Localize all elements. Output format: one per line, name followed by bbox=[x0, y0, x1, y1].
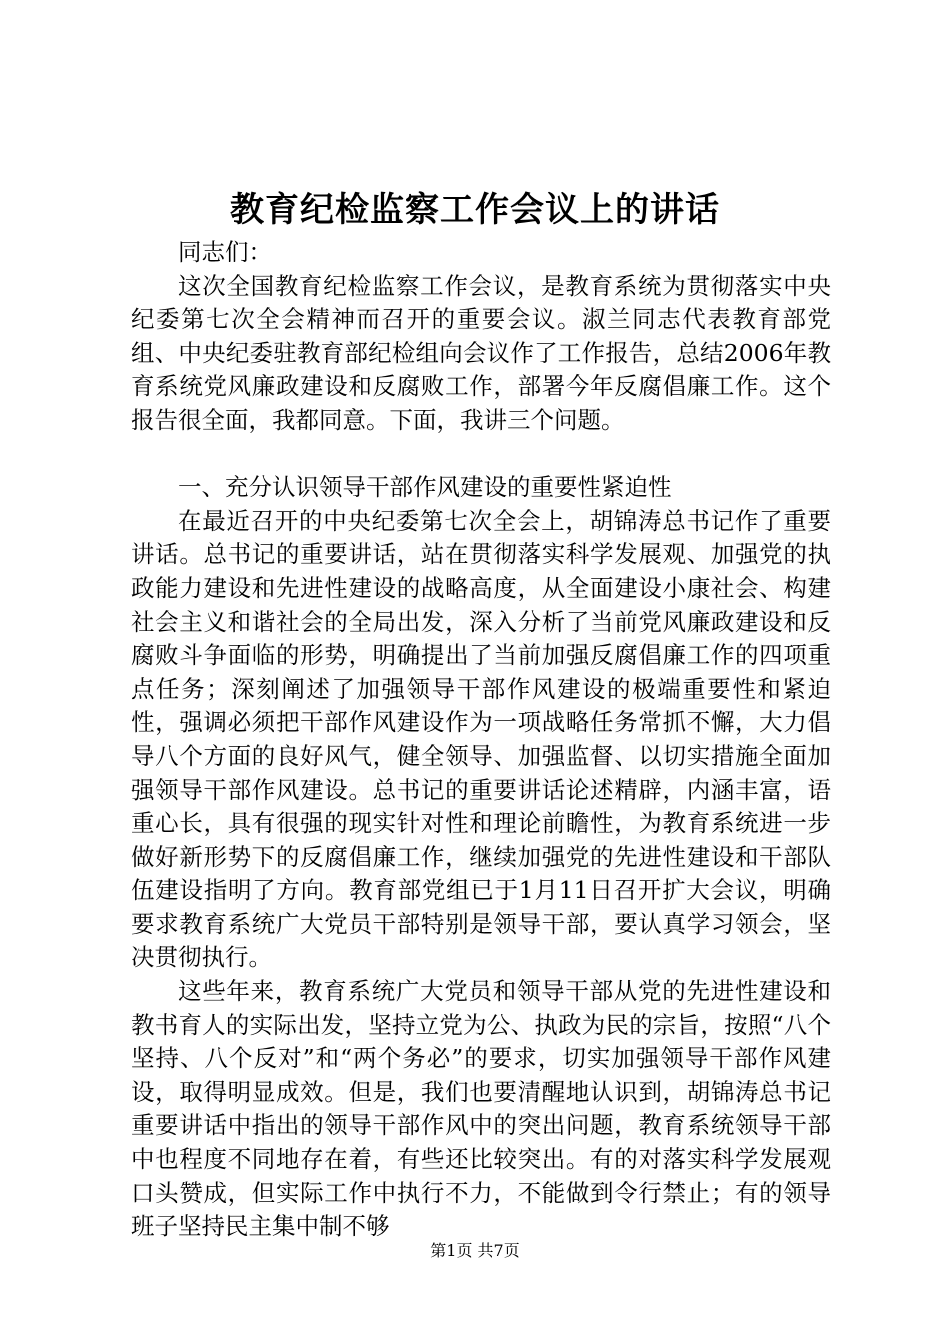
page-footer: 第1页 共7页 bbox=[430, 1241, 520, 1260]
document-title: 教育纪检监察工作会议上的讲话 bbox=[230, 190, 720, 230]
salutation-paragraph: 同志们： bbox=[178, 238, 272, 266]
section-heading: 一、充分认识领导干部作风建设的重要性紧迫性 bbox=[178, 473, 672, 502]
body-paragraph: 这次全国教育纪检监察工作会议，是教育系统为贯彻落实中央纪委第七次全会精神而召开的重要会议。淑兰同志代表教育部党组、中央纪委驻教育部纪检组向会议作了工作报告，总结2006年教育系统党风廉政建设和反腐败工作，部署今年反腐倡廉工作。这个报告很全面，我都同意。下面，我讲三个问题。 bbox=[131, 271, 831, 434]
body-paragraph: 在最近召开的中央纪委第七次全会上，胡锦涛总书记作了重要讲话。总书记的重要讲话，站在贯彻落实科学发展观、加强党的执政能力建设和先进性建设的战略高度，从全面建设小康社会、构建社会主义和谐社会的全局出发，深入分析了当前党风廉政建设和反腐败斗争面临的形势，明确提出了当前加强反腐倡廉工作的四项重点任务；深刻阐述了加强领导干部作风建设的极端重要性和紧迫性，强调必须把干部作风建设作为一项战略任务常抓不懈，大力倡导八个方面的良好风气，健全领导、加强监督、以切实措施全面加强领导干部作风建设。总书记的重要讲话论述精辟，内涵丰富，语重心长，具有很强的现实针对性和理论前瞻性，为教育系统进一步做好新形势下的反腐倡廉工作，继续加强党的先进性建设和干部队伍建设指明了方向。教育部党组已于1月11日召开扩大会议，明确要求教育系统广大党员干部特别是领导干部，要认真学习领会，坚决贯彻执行。 bbox=[131, 506, 831, 972]
document-body bbox=[131, 236, 831, 1244]
body-paragraph: 这些年来，教育系统广大党员和领导干部从党的先进性建设和教书育人的实际出发，坚持立党为公、执政为民的宗旨，按照“八个坚持、八个反对”和“两个务必”的要求，切实加强领导干部作风建设，取得明显成效。但是，我们也要清醒地认识到，胡锦涛总书记重要讲话中指出的领导干部作风中的突出问题，教育系统领导干部中也程度不同地存在着，有些还比较突出。有的对落实科学发展观口头赞成，但实际工作中执行不力，不能做到令行禁止；有的领导班子坚持民主集中制不够 bbox=[131, 977, 831, 1241]
